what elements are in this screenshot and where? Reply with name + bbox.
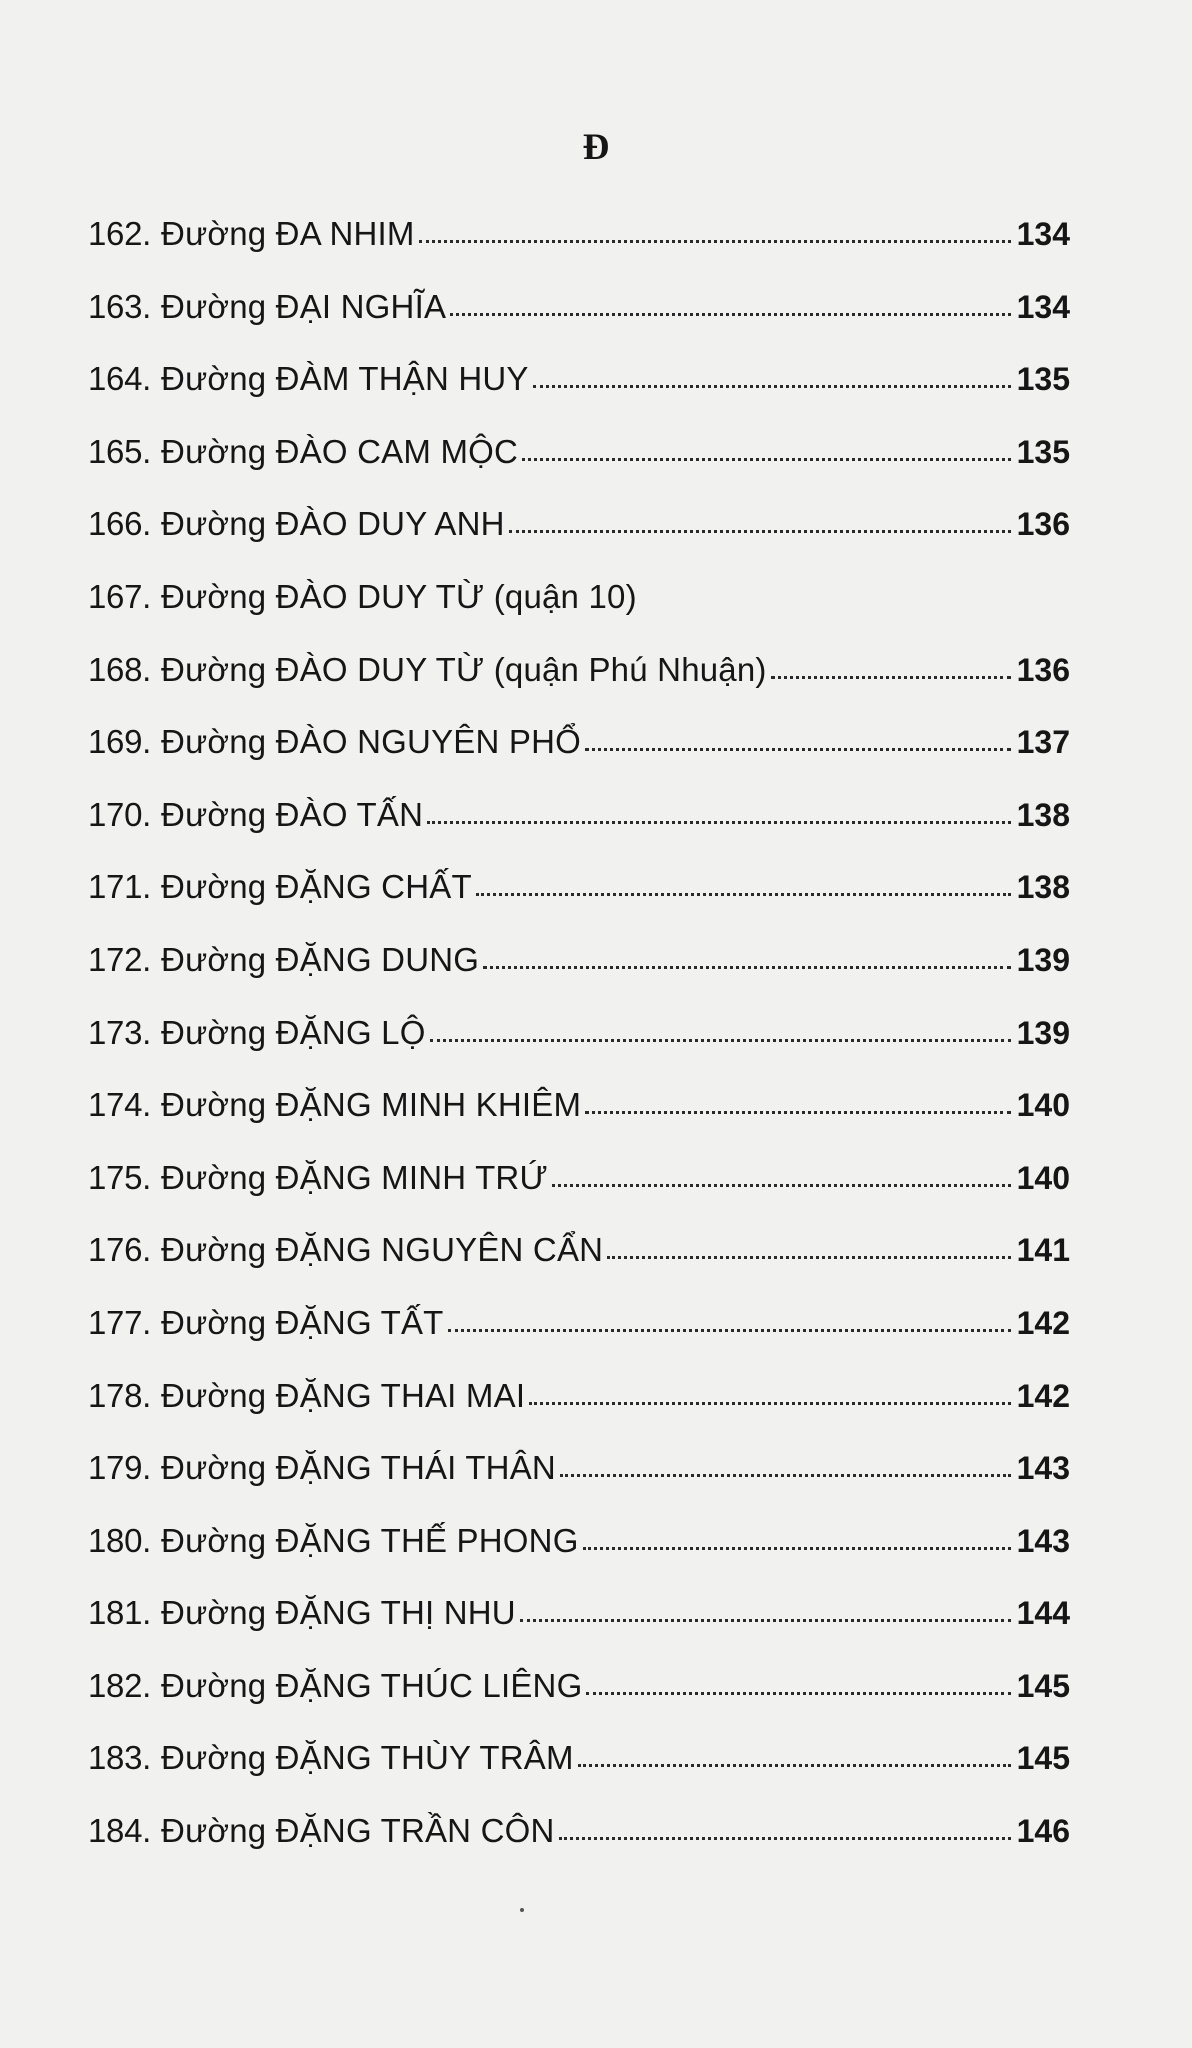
toc-dot-leader [585, 1111, 1010, 1114]
toc-entry [88, 416, 1070, 489]
toc-entry-number: 163. [88, 287, 152, 325]
toc-entry-number: 177. [88, 1303, 152, 1341]
toc-entry [88, 997, 1070, 1070]
section-heading: Đ [582, 127, 610, 168]
toc-dot-leader [533, 385, 1011, 388]
toc-entry-number: 165. [88, 432, 152, 470]
toc-dot-leader [448, 1329, 1011, 1332]
toc-entry-title: Đường ĐA NHIM [161, 215, 415, 252]
toc-entry-title: Đường ĐẶNG MINH TRỨ [161, 1158, 548, 1196]
toc-entry-number: 182. [88, 1666, 152, 1704]
toc-entry-number: 170. [88, 795, 152, 833]
toc-entry-title: Đường ĐÀO DUY ANH [161, 505, 505, 543]
toc-entry [88, 706, 1070, 779]
toc-entry-title: Đường ĐÀO DUY TỪ (quận Phú Nhuận) [161, 650, 767, 688]
toc-entry-page: 134 [1016, 216, 1070, 252]
toc-entry-page: 138 [1016, 796, 1070, 833]
toc-entry [88, 1142, 1070, 1215]
toc-entry-number: 175. [88, 1158, 152, 1196]
toc-entry-title: Đường ĐẶNG THỊ NHU [161, 1594, 516, 1632]
toc-entry [88, 851, 1070, 924]
toc-entry-number: 169. [88, 723, 152, 761]
toc-dot-leader [578, 1764, 1011, 1767]
toc-entry [88, 561, 1070, 634]
toc-entry [88, 634, 1070, 707]
toc-entry-title: Đường ĐẶNG TẤT [161, 1303, 444, 1341]
toc-entry-page: 145 [1016, 1740, 1070, 1777]
toc-dot-leader [529, 1402, 1010, 1405]
toc-dot-leader [607, 1256, 1010, 1259]
toc-entry-title: Đường ĐẶNG THAI MAI [161, 1376, 526, 1414]
toc-entry-title: Đường ĐẶNG CHẤT [161, 868, 472, 906]
toc-entry-page: 136 [1016, 651, 1070, 688]
toc-entry-number: 172. [88, 940, 152, 978]
toc-entry-page: 141 [1016, 1232, 1070, 1269]
toc-dot-leader [427, 821, 1010, 824]
toc-entry [88, 1505, 1070, 1578]
toc-entry-number: 184. [88, 1812, 152, 1850]
toc-entry-title: Đường ĐÀO DUY TỪ (quận 10) [161, 577, 637, 615]
toc-entry-number: 178. [88, 1376, 152, 1414]
toc-entry-page: 138 [1016, 869, 1070, 906]
toc-entry-number: 173. [88, 1013, 152, 1051]
toc-entry-page: 143 [1016, 1522, 1070, 1559]
toc-entry [88, 1432, 1070, 1505]
toc-entry-page: 135 [1016, 433, 1070, 470]
toc-entry-page: 144 [1016, 1595, 1070, 1632]
toc-entry-number: 183. [88, 1739, 152, 1777]
toc-dot-leader [585, 748, 1011, 751]
toc-entry-title: Đường ĐẶNG LỘ [161, 1013, 426, 1051]
toc-dot-leader [509, 530, 1011, 533]
toc-entry-number: 181. [88, 1594, 152, 1632]
toc-entry-number: 166. [88, 505, 152, 543]
toc-entry-page: 145 [1016, 1667, 1070, 1704]
toc-dot-leader [560, 1474, 1011, 1477]
toc-entry-page: 139 [1016, 1014, 1070, 1051]
table-of-contents [88, 198, 1070, 1868]
toc-entry-title: Đường ĐẶNG MINH KHIÊM [161, 1086, 582, 1124]
toc-entry-page: 140 [1016, 1087, 1070, 1124]
toc-entry-page: 146 [1016, 1813, 1070, 1850]
toc-entry [88, 1214, 1070, 1287]
toc-entry-number: 179. [88, 1449, 152, 1487]
toc-dot-leader [522, 458, 1011, 461]
toc-entry-title: Đường ĐẶNG NGUYÊN CẨN [161, 1231, 604, 1269]
toc-entry-page: 142 [1016, 1377, 1070, 1414]
toc-dot-leader [552, 1184, 1011, 1187]
toc-entry-page: 134 [1016, 288, 1070, 325]
toc-entry-number: 167. [88, 577, 152, 615]
toc-entry-title: Đường ĐÀO NGUYÊN PHỔ [161, 723, 582, 761]
toc-entry-title: Đường ĐẶNG THÚC LIÊNG [161, 1666, 583, 1704]
toc-entry-number: 180. [88, 1521, 152, 1559]
toc-entry-number: 176. [88, 1231, 152, 1269]
toc-entry [88, 1287, 1070, 1360]
toc-entry [88, 1069, 1070, 1142]
toc-entry [88, 1650, 1070, 1723]
toc-entry-title: Đường ĐÀO CAM MỘC [161, 432, 519, 470]
toc-entry-title: Đường ĐẶNG TRẦN CÔN [161, 1812, 555, 1850]
toc-entry-page: 135 [1016, 361, 1070, 398]
toc-entry [88, 779, 1070, 852]
toc-entry-number: 174. [88, 1086, 152, 1124]
toc-entry-title: Đường ĐẶNG THẾ PHONG [161, 1521, 579, 1559]
toc-entry-title: Đường ĐẶNG THÙY TRÂM [161, 1739, 574, 1777]
toc-dot-leader [559, 1837, 1011, 1840]
toc-entry-page: 140 [1016, 1159, 1070, 1196]
toc-entry-page: 136 [1016, 506, 1070, 543]
toc-entry [88, 1360, 1070, 1433]
toc-dot-leader [419, 240, 1011, 243]
toc-entry-number: 162. [88, 215, 152, 252]
toc-dot-leader [583, 1547, 1011, 1550]
toc-entry [88, 1795, 1070, 1868]
toc-entry [88, 1722, 1070, 1795]
toc-entry-number: 171. [88, 868, 152, 906]
toc-dot-leader [476, 893, 1011, 896]
toc-dot-leader [450, 313, 1010, 316]
toc-dot-leader [483, 966, 1010, 969]
toc-entry [88, 924, 1070, 997]
toc-dot-leader [520, 1619, 1011, 1622]
toc-entry-page: 139 [1016, 941, 1070, 978]
paper-speck [520, 1908, 524, 1912]
toc-dot-leader [586, 1692, 1010, 1695]
toc-entry-page: 142 [1016, 1304, 1070, 1341]
toc-entry-page: 137 [1016, 724, 1070, 761]
toc-dot-leader [430, 1039, 1011, 1042]
toc-dot-leader [771, 676, 1011, 679]
toc-entry-title: Đường ĐẶNG DUNG [161, 940, 480, 978]
toc-entry [88, 488, 1070, 561]
toc-entry-number: 164. [88, 360, 152, 398]
toc-entry-title: Đường ĐẶNG THÁI THÂN [161, 1449, 556, 1487]
toc-entry-title: Đường ĐẠI NGHĨA [161, 287, 447, 325]
toc-entry-number: 168. [88, 650, 152, 688]
toc-entry [88, 198, 1070, 271]
toc-entry [88, 271, 1070, 344]
toc-entry [88, 1577, 1070, 1650]
toc-entry-title: Đường ĐÀM THẬN HUY [161, 360, 529, 398]
toc-entry-page: 143 [1016, 1450, 1070, 1487]
toc-entry-title: Đường ĐÀO TẤN [161, 795, 424, 833]
toc-entry [88, 343, 1070, 416]
